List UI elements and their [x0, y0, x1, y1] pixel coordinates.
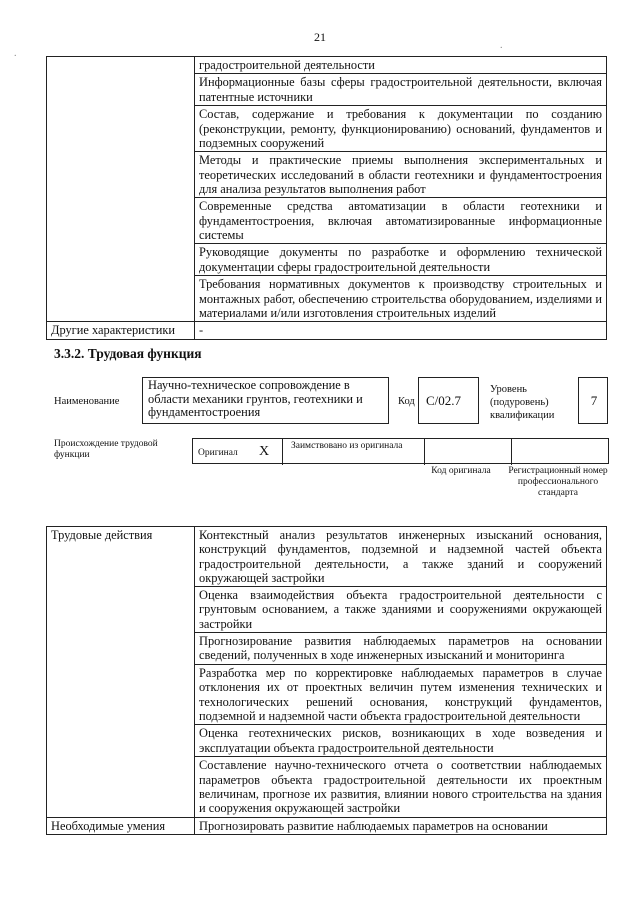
knowledge-row: Современные средства автоматизации в области геотехники и фундаментостроения, включая автоматизированные информационные системы: [195, 198, 607, 244]
reg-number-caption: Регистрационный номер профессионального стандарта: [508, 466, 608, 498]
scan-mark: .: [14, 48, 17, 59]
skills-label: Необходимые умения: [47, 817, 195, 834]
name-label: Наименование: [54, 396, 120, 407]
knowledge-table: [46, 56, 607, 340]
knowledge-row: Руководящие документы по разработке и оформлению технической документации сферы градостроительной деятельности: [195, 244, 607, 276]
section-heading: 3.3.2. Трудовая функция: [54, 346, 202, 361]
labor-action-row: Прогнозирование развития наблюдаемых параметров на основании сведений, полученных в ходе инженерных изысканий и мониторинга: [195, 633, 607, 665]
page-number: 21: [314, 30, 326, 44]
level-label: Уровень (подуровень) квалификации: [490, 384, 555, 421]
function-name-box: Научно-техническое сопровождение в области механики грунтов, геотехники и фундаментостроения: [142, 377, 389, 424]
other-characteristics-label: Другие характеристики: [47, 322, 195, 339]
labor-actions-table: [46, 526, 607, 835]
original-mark: X: [259, 444, 270, 459]
code-label: Код: [398, 396, 415, 407]
borrowed-label: Заимствовано из оригинала: [291, 441, 403, 451]
code-original-caption: Код оригинала: [431, 466, 491, 476]
labor-action-row: Оценка геотехнических рисков, возникающих в ходе возведения и эксплуатации объекта градостроительной деятельности: [195, 725, 607, 757]
knowledge-row: Требования нормативных документов к производству строительных и монтажных работ, обеспечению строительства оборудованием, изделиями и материалами и/или изготовления строительных изделий: [195, 276, 607, 322]
knowledge-row: Информационные базы сферы градостроительной деятельности, включая патентные источники: [195, 74, 607, 106]
knowledge-label-cell: [47, 57, 195, 322]
level-box: 7: [578, 377, 608, 424]
other-characteristics-value: -: [195, 322, 607, 339]
knowledge-row: Состав, содержание и требования к документации по созданию (реконструкции, ремонту, функционированию) оснований, фундаментов и подземных сооружений: [195, 106, 607, 152]
knowledge-row: градостроительной деятельности: [195, 57, 607, 74]
origin-label: Происхождение трудовой функции: [54, 439, 158, 460]
scan-mark: .: [500, 40, 503, 51]
labor-action-row: Оценка взаимодействия объекта градостроительной деятельности с грунтовым основанием, а также зданиями и сооружениями окружающей застройки: [195, 587, 607, 633]
labor-actions-label: Трудовые действия: [47, 527, 195, 818]
origin-box: [192, 438, 609, 464]
skills-row: Прогнозировать развитие наблюдаемых параметров на основании: [195, 817, 607, 834]
labor-action-row: Разработка мер по корректировке наблюдаемых параметров в случае отклонения их от проектных величин путем изменения технических и технологических решений основания, конструкций фундаментов, подземной и надземной части объекта градостроительной деятельности: [195, 665, 607, 725]
knowledge-row: Методы и практические приемы выполнения экспериментальных и теоретических исследований в области геотехники и фундаментостроения для анализа результатов выполнения работ: [195, 152, 607, 198]
original-label: Оригинал: [198, 448, 238, 458]
labor-action-row: Контекстный анализ результатов инженерных изысканий основания, конструкций фундаментов, подземной и надземной частей объекта градостроительной деятельности, а также зданий и сооружений окружающей застройки: [195, 527, 607, 587]
function-code-box: С/02.7: [418, 377, 479, 424]
labor-action-row: Составление научно-технического отчета о соответствии наблюдаемых параметров объекта градостроительной деятельности их проектным величинам, прогнозе их развития, влиянии нового строительства на здания и сооружения окружающей застройки: [195, 757, 607, 817]
